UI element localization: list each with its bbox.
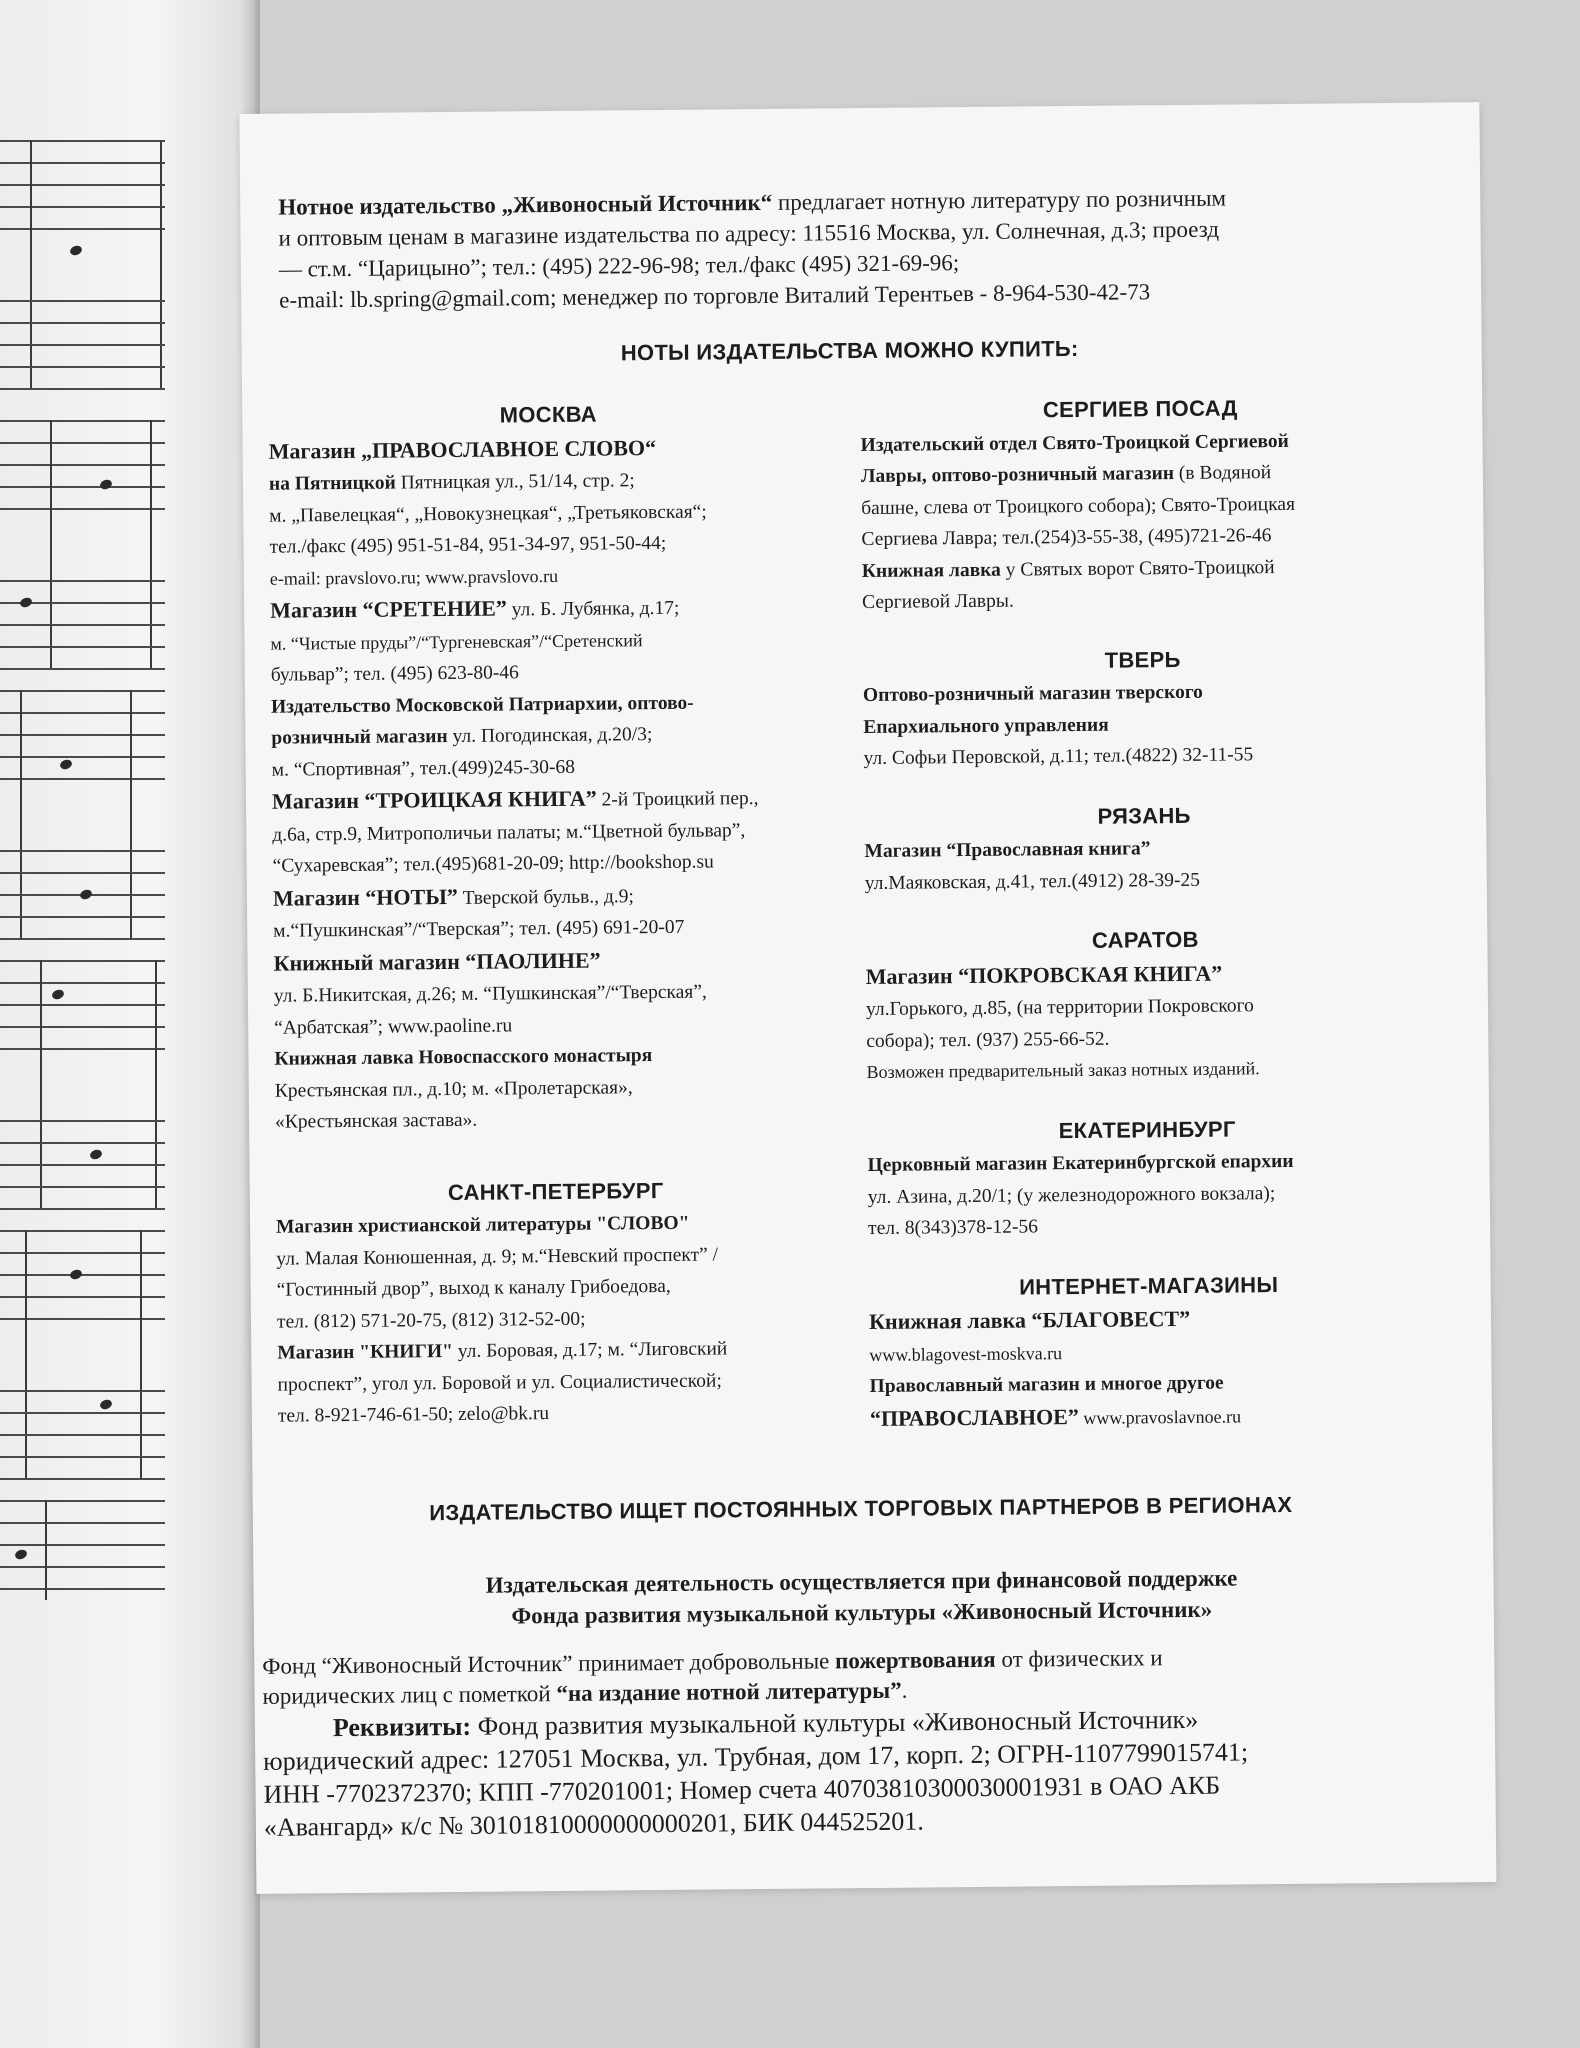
left-page-sheet-music [0,0,255,2048]
section-ryazan: РЯЗАНЬ Магазин “Православная книга” ул.Маяковская, д.41, тел.(4912) 28-39-25 [864,797,1425,899]
right-page [239,102,1496,1894]
section-sergiev-posad: СЕРГИЕВ ПОСАД Издательский отдел Свято-Троицкой Сергиевой Лавры, оптово-розничный магазин (в Водяной башне, слева от Троицкого собора); Свято-Троицкая Сергиева Лавра; тел.(254)3-55-38, (495)721-26-46 Книжная лавка у Святых ворот Свято-Троицкой Сергиевой Лавры. [860,391,1422,619]
city-heading: ТВЕРЬ [1104,646,1181,673]
section-ekaterinburg: ЕКАТЕРИНБУРГ Церковный магазин Екатеринбургской епархии ул. Азина, д.20/1; (у железнодорожного вокзала); тел. 8(343)378-12-56 [867,1111,1428,1244]
section-internet: ИНТЕРНЕТ-МАГАЗИНЫ Книжная лавка “БЛАГОВЕСТ” www.blagovest-moskva.ru Православный магазин и многое другое “ПРАВОСЛАВНОЕ” www.pravoslavnoe.ru [869,1267,1431,1436]
requisites-label: Реквизиты: [332,1711,472,1743]
partners-heading: ИЗДАТЕЛЬСТВО ИЩЕТ ПОСТОЯННЫХ ТОРГОВЫХ ПАРТНЕРОВ В РЕГИОНАХ [429,1491,1293,1526]
page-content [262,141,1418,1842]
city-heading: ИНТЕРНЕТ-МАГАЗИНЫ [1018,1271,1279,1300]
fund-donation-info: Фонд “Живоносный Источник” принимает добровольные пожертвования от физических и юридических лиц с пометкой “на издание нотной литературы”. Реквизиты: Фонд развития музыкальной культуры «Живоносный Источник» юридический адрес: 127051 Москва, ул. Трубная, дом 17, корп. 2; ОГРН-1107799015741; ИНН -7702372370; КПП -770201001; Номер счета 40703810300030001931 в ОАО АКБ «Авангард» к/с № 30101810000000000201, БИК 044525201. [262,1645,1249,1842]
right-column [860,391,1430,1464]
city-heading: МОСКВА [499,401,598,428]
city-heading: САРАТОВ [1091,926,1199,953]
city-heading: РЯЗАНЬ [1097,802,1191,829]
intro-paragraph: Нотное издательство „Живоносный Источник“ предлагает нотную литературу по розничным и оптовым ценам в магазине издательства по адресу: 115516 Москва, ул. Солнечная, д.3; проезд — ст.м. “Царицыно”; тел.: (495) 222-96-98; тел./факс (495) 321-69-96; e-mail: lb.spring@gmail.com; менеджер по торговле Виталий Терентьев - 8-964-530-42-73 [278,185,1227,313]
city-heading: САНКТ-ПЕТЕРБУРГ [447,1177,664,1205]
city-heading: ЕКАТЕРИНБУРГ [1058,1115,1236,1143]
publisher-name: Нотное издательство „Живоносный Источник“ [278,189,773,220]
section-spb: САНКТ-ПЕТЕРБУРГ Магазин христианской литературы "СЛОВО" ул. Малая Конюшенная, д. 9; м.“Невский проспект” / “Гостинный двор”, выход к каналу Грибоедова, тел. (812) 571-20-75, (812) 312-52-00; Магазин "КНИГИ" ул. Боровая, д.17; м. “Лиговский проспект”, угол ул. Боровой и ул. Социалистической; тел. 8-921-746-61-50; zelo@bk.ru [276,1173,838,1432]
city-heading: СЕРГИЕВ ПОСАД [1042,395,1238,423]
section-moscow: МОСКВА Магазин „ПРАВОСЛАВНОЕ СЛОВО“ на Пятницкой Пятницкая ул., 51/14, стр. 2; м. „Павелецкая“, „Новокузнецкая“, „Третьяковская“; тел./факс (495) 951-51-84, 951-34-97, 951-50-44; e-mail: pravslovo.ru; www.pravslovo.ru Магазин “СРЕТЕНИЕ” ул. Б. Лубянка, д.17; м. “Чистые пруды”/“Тургеневская”/“Сретенский бульвар”; тел. (495) 623-80-46 Издательство Московской Патриархии, оптово- розничный магазин ул. Погодинская, д.20/3; м. “Спортивная”, тел.(499)245-30-68 Магазин “ТРОИЦКАЯ КНИГА” 2-й Троицкий пер., д.6а, стр.9, Митрополичьи палаты; м.“Цветной бульвар”, “Сухаревская”; тел.(495)681-20-09; http://bookshop.su Магазин “НОТЫ” Тверской бульв., д.9; м.“Пушкинская”/“Тверская”; тел. (495) 691-20-07 Книжный магазин “ПАОЛИНЕ” ул. Б.Никитская, д.26; м. “Пушкинская”/“Тверская”, “Арбатская”; www.paoline.ru Книжная лавка Новоспасского монастыря Крестьянская пл., д.10; м. «Пролетарская», «Крестьянская застава». [268,396,835,1138]
section-saratov: САРАТОВ Магазин “ПОКРОВСКАЯ КНИГА” ул.Горького, д.85, (на территории Покровского собора); тел. (937) 255-66-52. Возможен предварительный заказ нотных изданий. [865,922,1427,1089]
main-heading: НОТЫ ИЗДАТЕЛЬСТВА МОЖНО КУПИТЬ: [620,335,1079,366]
link-blagovest: www.blagovest-moskva.ru [869,1342,1063,1365]
support-statement: Издательская деятельность осуществляется при финансовой поддержке Фонда развития музыкальной культуры «Живоносный Источник» [485,1565,1238,1629]
link-pravoslavnoe: www.pravoslavnoe.ru [1078,1405,1242,1428]
section-tver: ТВЕРЬ Оптово-розничный магазин тверского Епархиального управления ул. Софьи Перовской, д.11; тел.(4822) 32-11-55 [863,641,1424,774]
left-column [268,396,838,1460]
